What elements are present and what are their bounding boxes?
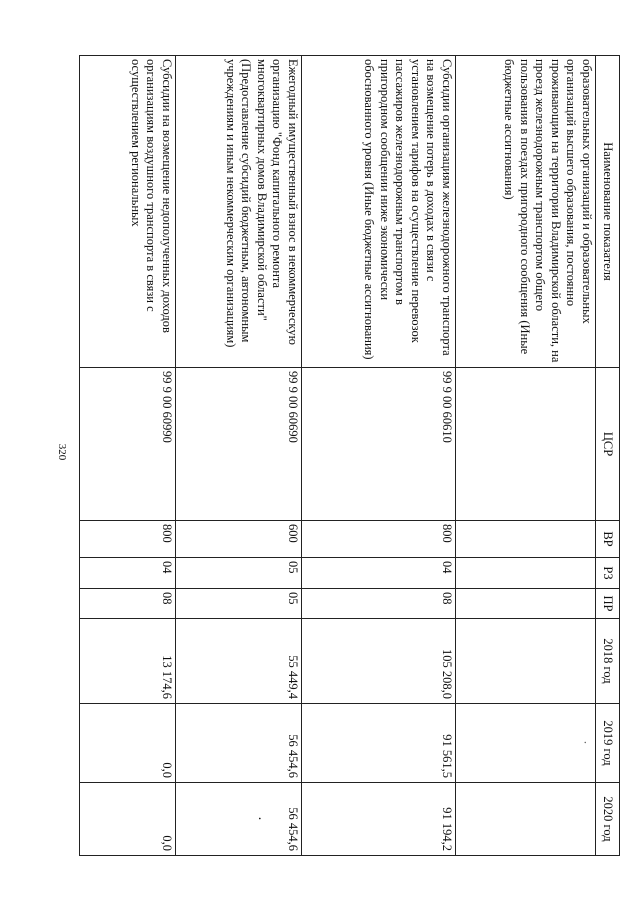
budget-table <box>79 55 620 856</box>
row-2019: 56 454,6 <box>176 704 302 783</box>
page-number: 320 <box>56 443 68 461</box>
budget-table-wrapper <box>80 55 620 855</box>
row-2020 <box>456 783 596 856</box>
row-rz: 04 <box>302 558 456 589</box>
row-2020 <box>176 783 302 856</box>
row-csr: 99 9 00 60610 <box>302 368 456 521</box>
header-rz: РЗ <box>596 558 620 589</box>
header-2018: 2018 год <box>596 619 620 704</box>
row-csr: 99 9 00 60990 <box>80 368 176 521</box>
row-2018 <box>456 619 596 704</box>
row-indicator-name: Субсидии организациям железнодорожного транспорта на возмещение потерь в доходах в связи с установлением тарифов на осуществление перевозок пассажиров железнодорожным транспортом в пригородном сообщении ниже экономически обоснованного уровня (Иные бюджетные ассигнования) <box>302 56 456 368</box>
row-2019: 91 561,5 <box>302 704 456 783</box>
row-2020-value: 56 454,6 <box>286 807 300 851</box>
table-row <box>80 56 176 856</box>
table-row <box>302 56 456 856</box>
row-2020: 91 194,2 <box>302 783 456 856</box>
row-rz: 04 <box>80 558 176 589</box>
header-vr: ВР <box>596 521 620 558</box>
row-2018: 13 174,6 <box>80 619 176 704</box>
row-pr: 08 <box>80 589 176 619</box>
table-row <box>176 56 302 856</box>
stray-mark: · <box>578 740 592 745</box>
row-indicator-name: образовательных организаций и образовательных организаций высшего образования, постоянно проживающим на территории Владимирской области, на проезд железнодорожным транспортом общего пользования в поездах пригородного сообщения (Иные бюджетные ассигнования) <box>456 56 596 368</box>
rotated-page-container <box>80 55 620 855</box>
row-csr: 99 9 00 60690 <box>176 368 302 521</box>
row-2018: 105 208,0 <box>302 619 456 704</box>
row-2019 <box>456 704 596 783</box>
row-pr <box>456 589 596 619</box>
row-vr: 600 <box>176 521 302 558</box>
header-pr: ПР <box>596 589 620 619</box>
row-indicator-name: Ежегодный имущественный взнос в некоммерческую организацию "Фонд капитального ремонта многоквартирных домов Владимирской области" (Предоставление субсидий бюджетным, автономным учреждениям и иным некоммерческим организациям) <box>176 56 302 368</box>
header-2020: 2020 год <box>596 783 620 856</box>
row-vr: 800 <box>80 521 176 558</box>
row-rz <box>456 558 596 589</box>
row-pr: 05 <box>176 589 302 619</box>
row-pr: 08 <box>302 589 456 619</box>
row-2020: 0,0 <box>80 783 176 856</box>
row-rz: 05 <box>176 558 302 589</box>
row-vr: 800 <box>302 521 456 558</box>
row-vr <box>456 521 596 558</box>
row-2018: 55 449,4 <box>176 619 302 704</box>
stray-dot: . <box>255 816 271 821</box>
header-indicator-name: Наименование показателя <box>596 56 620 368</box>
table-row <box>456 56 596 856</box>
row-csr <box>456 368 596 521</box>
table-header-row <box>596 56 620 856</box>
row-2019: 0,0 <box>80 704 176 783</box>
header-2019: 2019 год <box>596 704 620 783</box>
row-indicator-name: Субсидии на возмещение недополученных доходов организациям воздушного транспорта в связи с осуществлением региональных <box>80 56 176 368</box>
header-csr: ЦСР <box>596 368 620 521</box>
